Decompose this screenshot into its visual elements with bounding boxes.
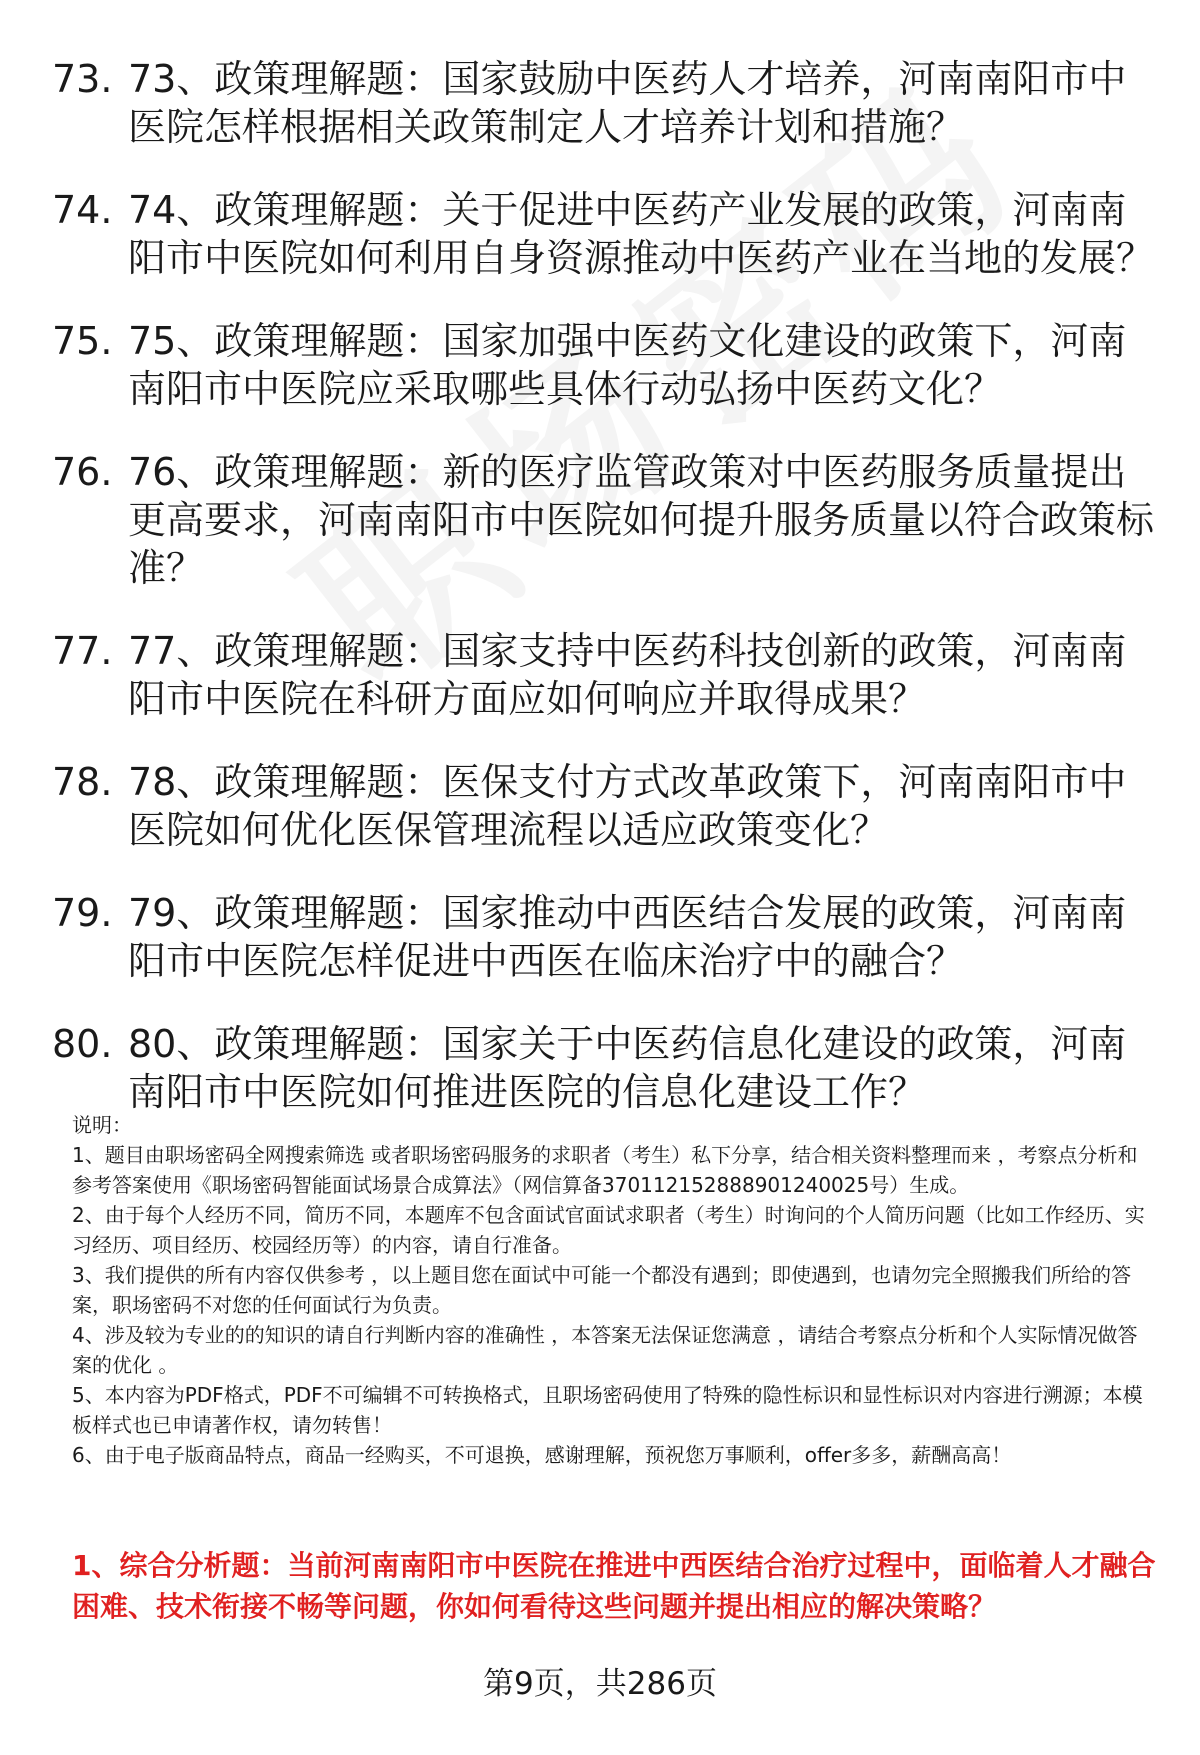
question-item: [52, 1020, 1162, 1116]
highlighted-question: 1、综合分析题：当前河南南阳市中医院在推进中西医结合治疗过程中，面临着人才融合困难、技术衔接不畅等问题，你如何看待这些问题并提出相应的解决策略？: [72, 1549, 1156, 1623]
question-number: 76.: [52, 450, 113, 494]
note-item: 1、题目由职场密码全网搜索筛选 或者职场密码服务的求职者（考生）私下分享，结合相关资料整理而来 ，考察点分析和参考答案使用《职场密码智能面试场景合成算法》（网信算备370112152888901240025号）生成。: [72, 1143, 1138, 1197]
question-number: 73.: [52, 57, 113, 101]
question-item: [52, 55, 1162, 151]
notes-section: [72, 1110, 1157, 1470]
question-text: 73、政策理解题：国家鼓励中医药人才培养，河南南阳市中医院怎样根据相关政策制定人才培养计划和措施？: [128, 57, 1127, 149]
question-number: 77.: [52, 629, 113, 673]
note-item: 6、由于电子版商品特点，商品一经购买，不可退换，感谢理解，预祝您万事顺利，offer多多，薪酬高高！: [72, 1443, 1012, 1467]
question-text: 74、政策理解题：关于促进中医药产业发展的政策，河南南阳市中医院如何利用自身资源推动中医药产业在当地的发展？: [128, 188, 1155, 280]
question-number: 74.: [52, 188, 113, 232]
question-text: 75、政策理解题：国家加强中医药文化建设的政策下，河南南阳市中医院应采取哪些具体行动弘扬中医药文化？: [128, 319, 1127, 411]
question-item: [52, 448, 1162, 592]
question-text: 77、政策理解题：国家支持中医药科技创新的政策，河南南阳市中医院在科研方面应如何响应并取得成果？: [128, 629, 1127, 721]
note-item: 2、由于每个人经历不同，简历不同，本题库不包含面试官面试求职者（考生）时询问的个人简历问题（比如工作经历、实习经历、项目经历、校园经历等）的内容，请自行准备。: [72, 1203, 1145, 1257]
note-item: 3、我们提供的所有内容仅供参考 ，以上题目您在面试中可能一个都没有遇到；即使遇到，也请勿完全照搬我们所给的答案，职场密码不对您的任何面试行为负责。: [72, 1263, 1132, 1317]
question-item: [52, 186, 1162, 282]
question-text: 76、政策理解题：新的医疗监管政策对中医药服务质量提出更高要求，河南南阳市中医院如何提升服务质量以符合政策标准？: [128, 450, 1155, 590]
question-number: 78.: [52, 760, 113, 804]
question-number: 80.: [52, 1022, 113, 1066]
question-item: [52, 758, 1162, 854]
question-text: 79、政策理解题：国家推动中西医结合发展的政策，河南南阳市中医院怎样促进中西医在临床治疗中的融合？: [128, 891, 1127, 983]
question-text: 78、政策理解题：医保支付方式改革政策下，河南南阳市中医院如何优化医保管理流程以适应政策变化？: [128, 760, 1127, 852]
notes-title: 说明：: [72, 1113, 132, 1137]
question-item: [52, 317, 1162, 413]
note-item: 4、涉及较为专业的的知识的请自行判断内容的准确性 ，本答案无法保证您满意 ，请结合考察点分析和个人实际情况做答案的优化 。: [72, 1323, 1138, 1377]
question-number: 75.: [52, 319, 113, 363]
question-number: 79.: [52, 891, 113, 935]
page-number: 第9页，共286页: [483, 1666, 717, 1702]
question-item: [52, 889, 1162, 985]
note-item: 5、本内容为PDF格式，PDF不可编辑不可转换格式，且职场密码使用了特殊的隐性标识和显性标识对内容进行溯源；本模板样式也已申请著作权，请勿转售！: [72, 1383, 1143, 1437]
question-text: 80、政策理解题：国家关于中医药信息化建设的政策，河南南阳市中医院如何推进医院的信息化建设工作？: [128, 1022, 1127, 1114]
question-item: [52, 627, 1162, 723]
question-list: [52, 55, 1162, 1151]
